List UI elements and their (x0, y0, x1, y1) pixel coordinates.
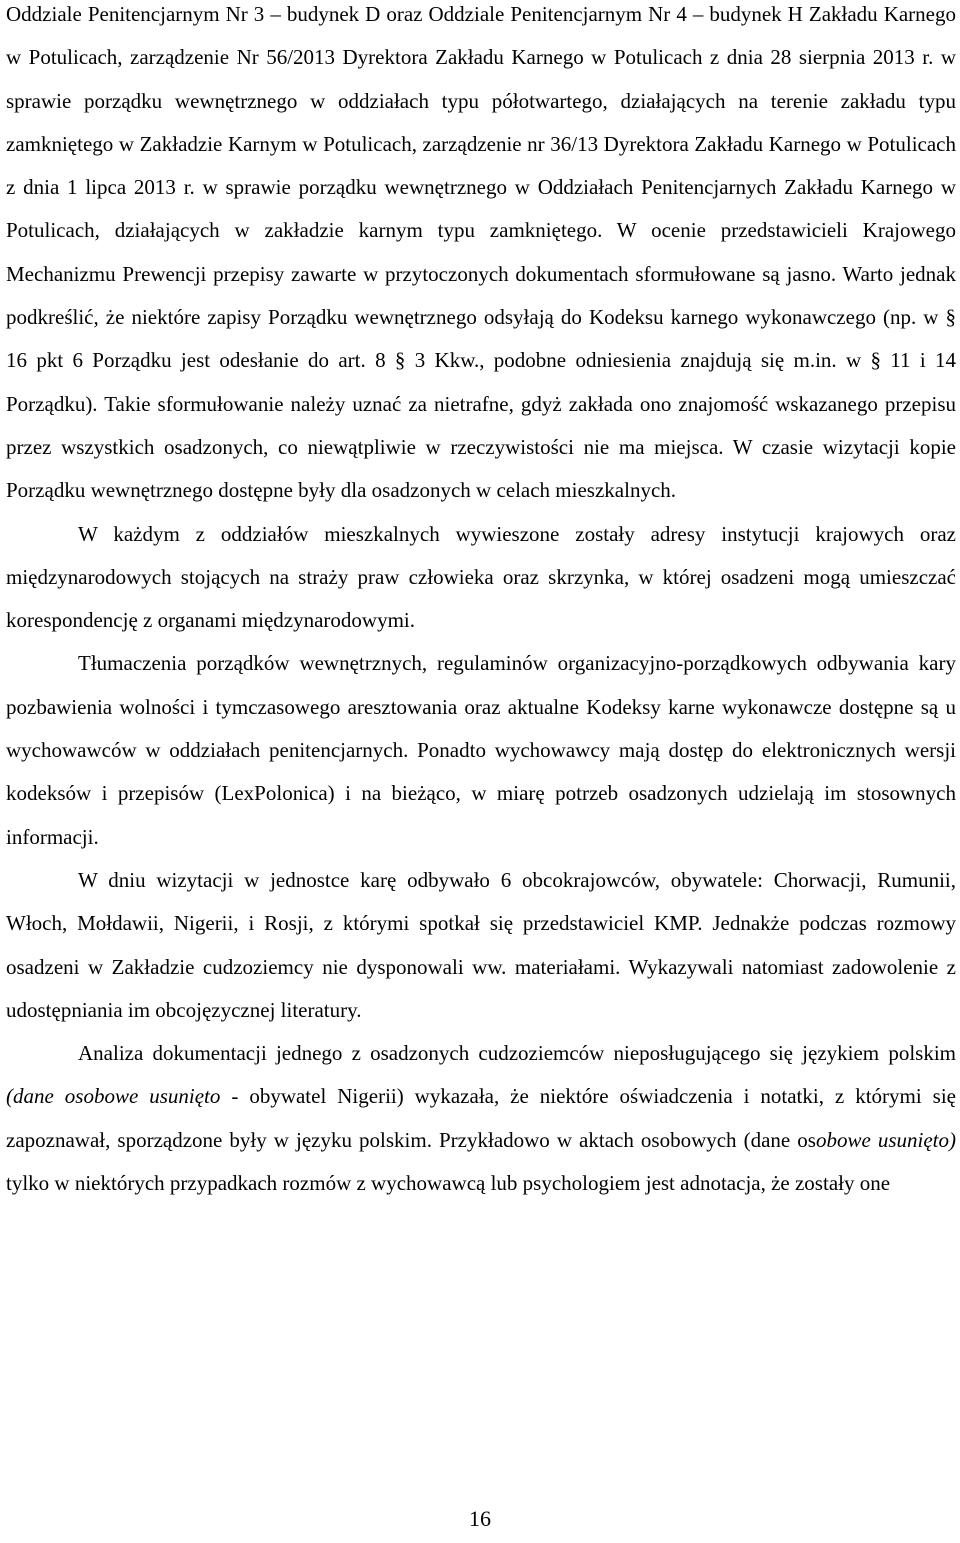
paragraph-5-text-3: tylko w niektórych przypadkach rozmów z wychowawcą lub psychologiem jest adnotacja, że zostały one (6, 1171, 891, 1196)
paragraph-5-italic-1: (dane osobowe usunięto (6, 1084, 221, 1109)
paragraph-1: Oddziale Penitencjarnym Nr 3 – budynek D oraz Oddziale Penitencjarnym Nr 4 – budynek H Zakładu Karnego w Potulicach, zarządzenie Nr 56/2013 Dyrektora Zakładu Karnego w Potulicach z dnia 28 sierpnia 2013 r. w sprawie porządku wewnętrznego w oddziałach typu półotwartego, działających na terenie zakładu typu zamkniętego w Zakładzie Karnym w Potulicach, zarządzenie nr 36/13 Dyrektora Zakładu Karnego w Potulicach z dnia 1 lipca 2013 r. w sprawie porządku wewnętrznego w Oddziałach Penitencjarnych Zakładu Karnego w Potulicach, działających w zakładzie karnym typu zamkniętego. W ocenie przedstawicieli Krajowego Mechanizmu Prewencji przepisy zawarte w przytoczonych dokumentach sformułowane są jasno. Warto jednak podkreślić, że niektóre zapisy Porządku wewnętrznego odsyłają do Kodeksu karnego wykonawczego (np. w § 16 pkt 6 Porządku jest odesłanie do art. 8 § 3 Kkw., podobne odniesienia znajdują się m.in. w § 11 i 14 Porządku). Takie sformułowanie należy uznać za nietrafne, gdyż zakłada ono znajomość wskazanego przepisu przez wszystkich osadzonych, co niewątpliwie w rzeczywistości nie ma miejsca. W czasie wizytacji kopie Porządku wewnętrznego dostępne były dla osadzonych w celach mieszkalnych. (6, 2, 956, 503)
document-body (6, 0, 956, 1205)
paragraph-5-italic-2: obowe usunięto) (815, 1127, 956, 1152)
paragraph-5-text-1: Analiza dokumentacji jednego z osadzonych cudzoziemców nieposługującego się językiem polskim (78, 1041, 956, 1066)
paragraph-5 (6, 1032, 956, 1205)
paragraph-3: Tłumaczenia porządków wewnętrznych, regulaminów organizacyjno-porządkowych odbywania kary pozbawienia wolności i tymczasowego aresztowania oraz aktualne Kodeksy karne wykonawcze dostępne są u wychowawców w oddziałach penitencjarnych. Ponadto wychowawcy mają dostęp do elektronicznych wersji kodeksów i przepisów (LexPolonica) i na bieżąco, w miarę potrzeb osadzonych udzielają im stosownych informacji. (6, 651, 956, 849)
paragraph-4: W dniu wizytacji w jednostce karę odbywało 6 obcokrajowców, obywatele: Chorwacji, Rumunii, Włoch, Mołdawii, Nigerii, i Rosji, z którymi spotkał się przedstawiciel KMP. Jednakże podczas rozmowy osadzeni w Zakładzie cudzoziemcy nie dysponowali ww. materiałami. Wykazywali natomiast zadowolenie z udostępniania im obcojęzycznej literatury. (6, 867, 956, 1022)
paragraph-2: W każdym z oddziałów mieszkalnych wywieszone zostały adresy instytucji krajowych oraz międzynarodowych stojących na straży praw człowieka oraz skrzynka, w której osadzeni mogą umieszczać korespondencję z organami międzynarodowymi. (6, 521, 956, 633)
page-number: 16 (469, 1506, 491, 1531)
paragraph-5-text-2: - obywatel Nigerii) wykazała, że niektóre oświadczenia i notatki, z którymi się zapoznawał, sporządzone były w języku polskim. Przykładowo w aktach osobowych (dane os (6, 1084, 956, 1152)
